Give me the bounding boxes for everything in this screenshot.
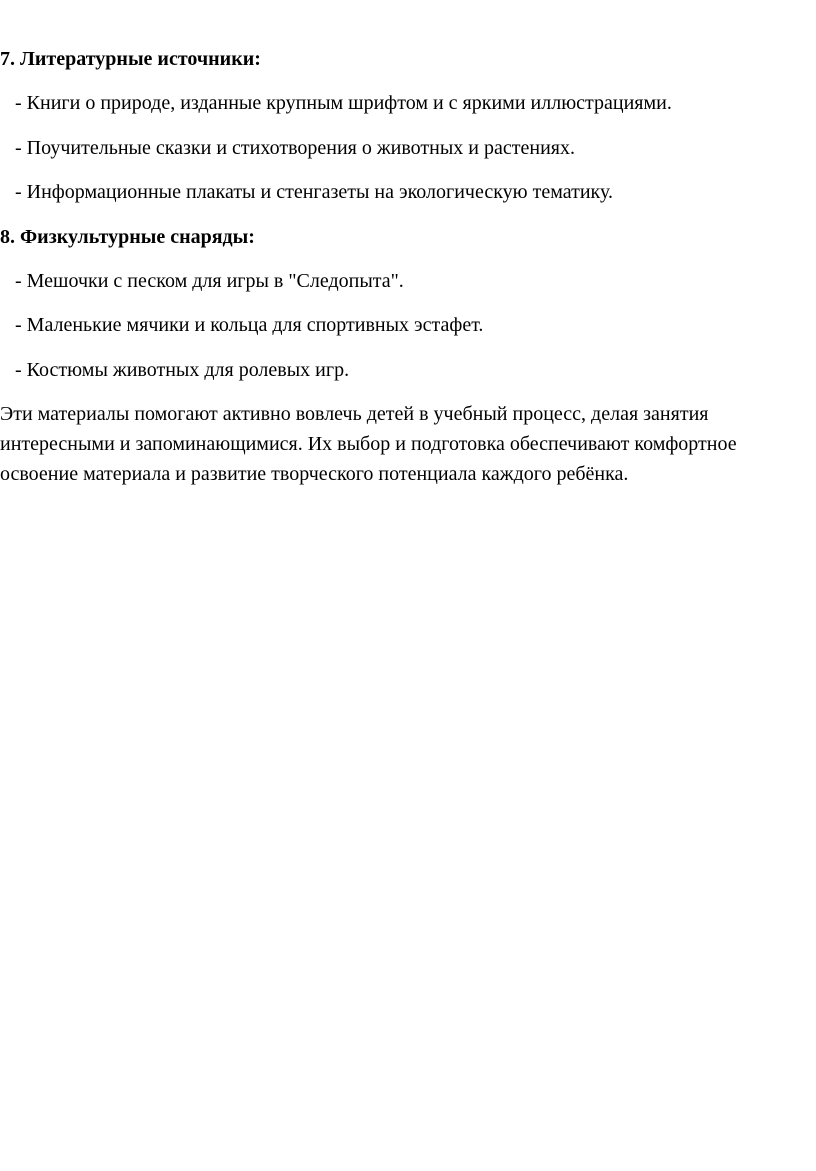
- section-heading-sports-equipment: 8. Физкультурные снаряды:: [0, 226, 255, 248]
- conclusion-line: интересными и запоминающимися. Их выбор и подготовка обеспечивают комфортное: [0, 433, 737, 455]
- list-item: - Книги о природе, изданные крупным шрифтом и с яркими иллюстрациями.: [15, 92, 672, 114]
- conclusion-line: освоение материала и развитие творческого потенциала каждого ребёнка.: [0, 463, 629, 485]
- list-item: - Поучительные сказки и стихотворения о животных и растениях.: [15, 137, 575, 159]
- section-heading-literature: 7. Литературные источники:: [0, 48, 261, 70]
- conclusion-line: Эти материалы помогают активно вовлечь детей в учебный процесс, делая занятия: [0, 403, 709, 425]
- list-item: - Информационные плакаты и стенгазеты на экологическую тематику.: [15, 181, 613, 203]
- conclusion-paragraph: [0, 399, 812, 489]
- list-item: - Маленькие мячики и кольца для спортивных эстафет.: [15, 314, 484, 336]
- list-item: - Костюмы животных для ролевых игр.: [15, 359, 350, 381]
- list-item: - Мешочки с песком для игры в "Следопыта".: [15, 270, 404, 292]
